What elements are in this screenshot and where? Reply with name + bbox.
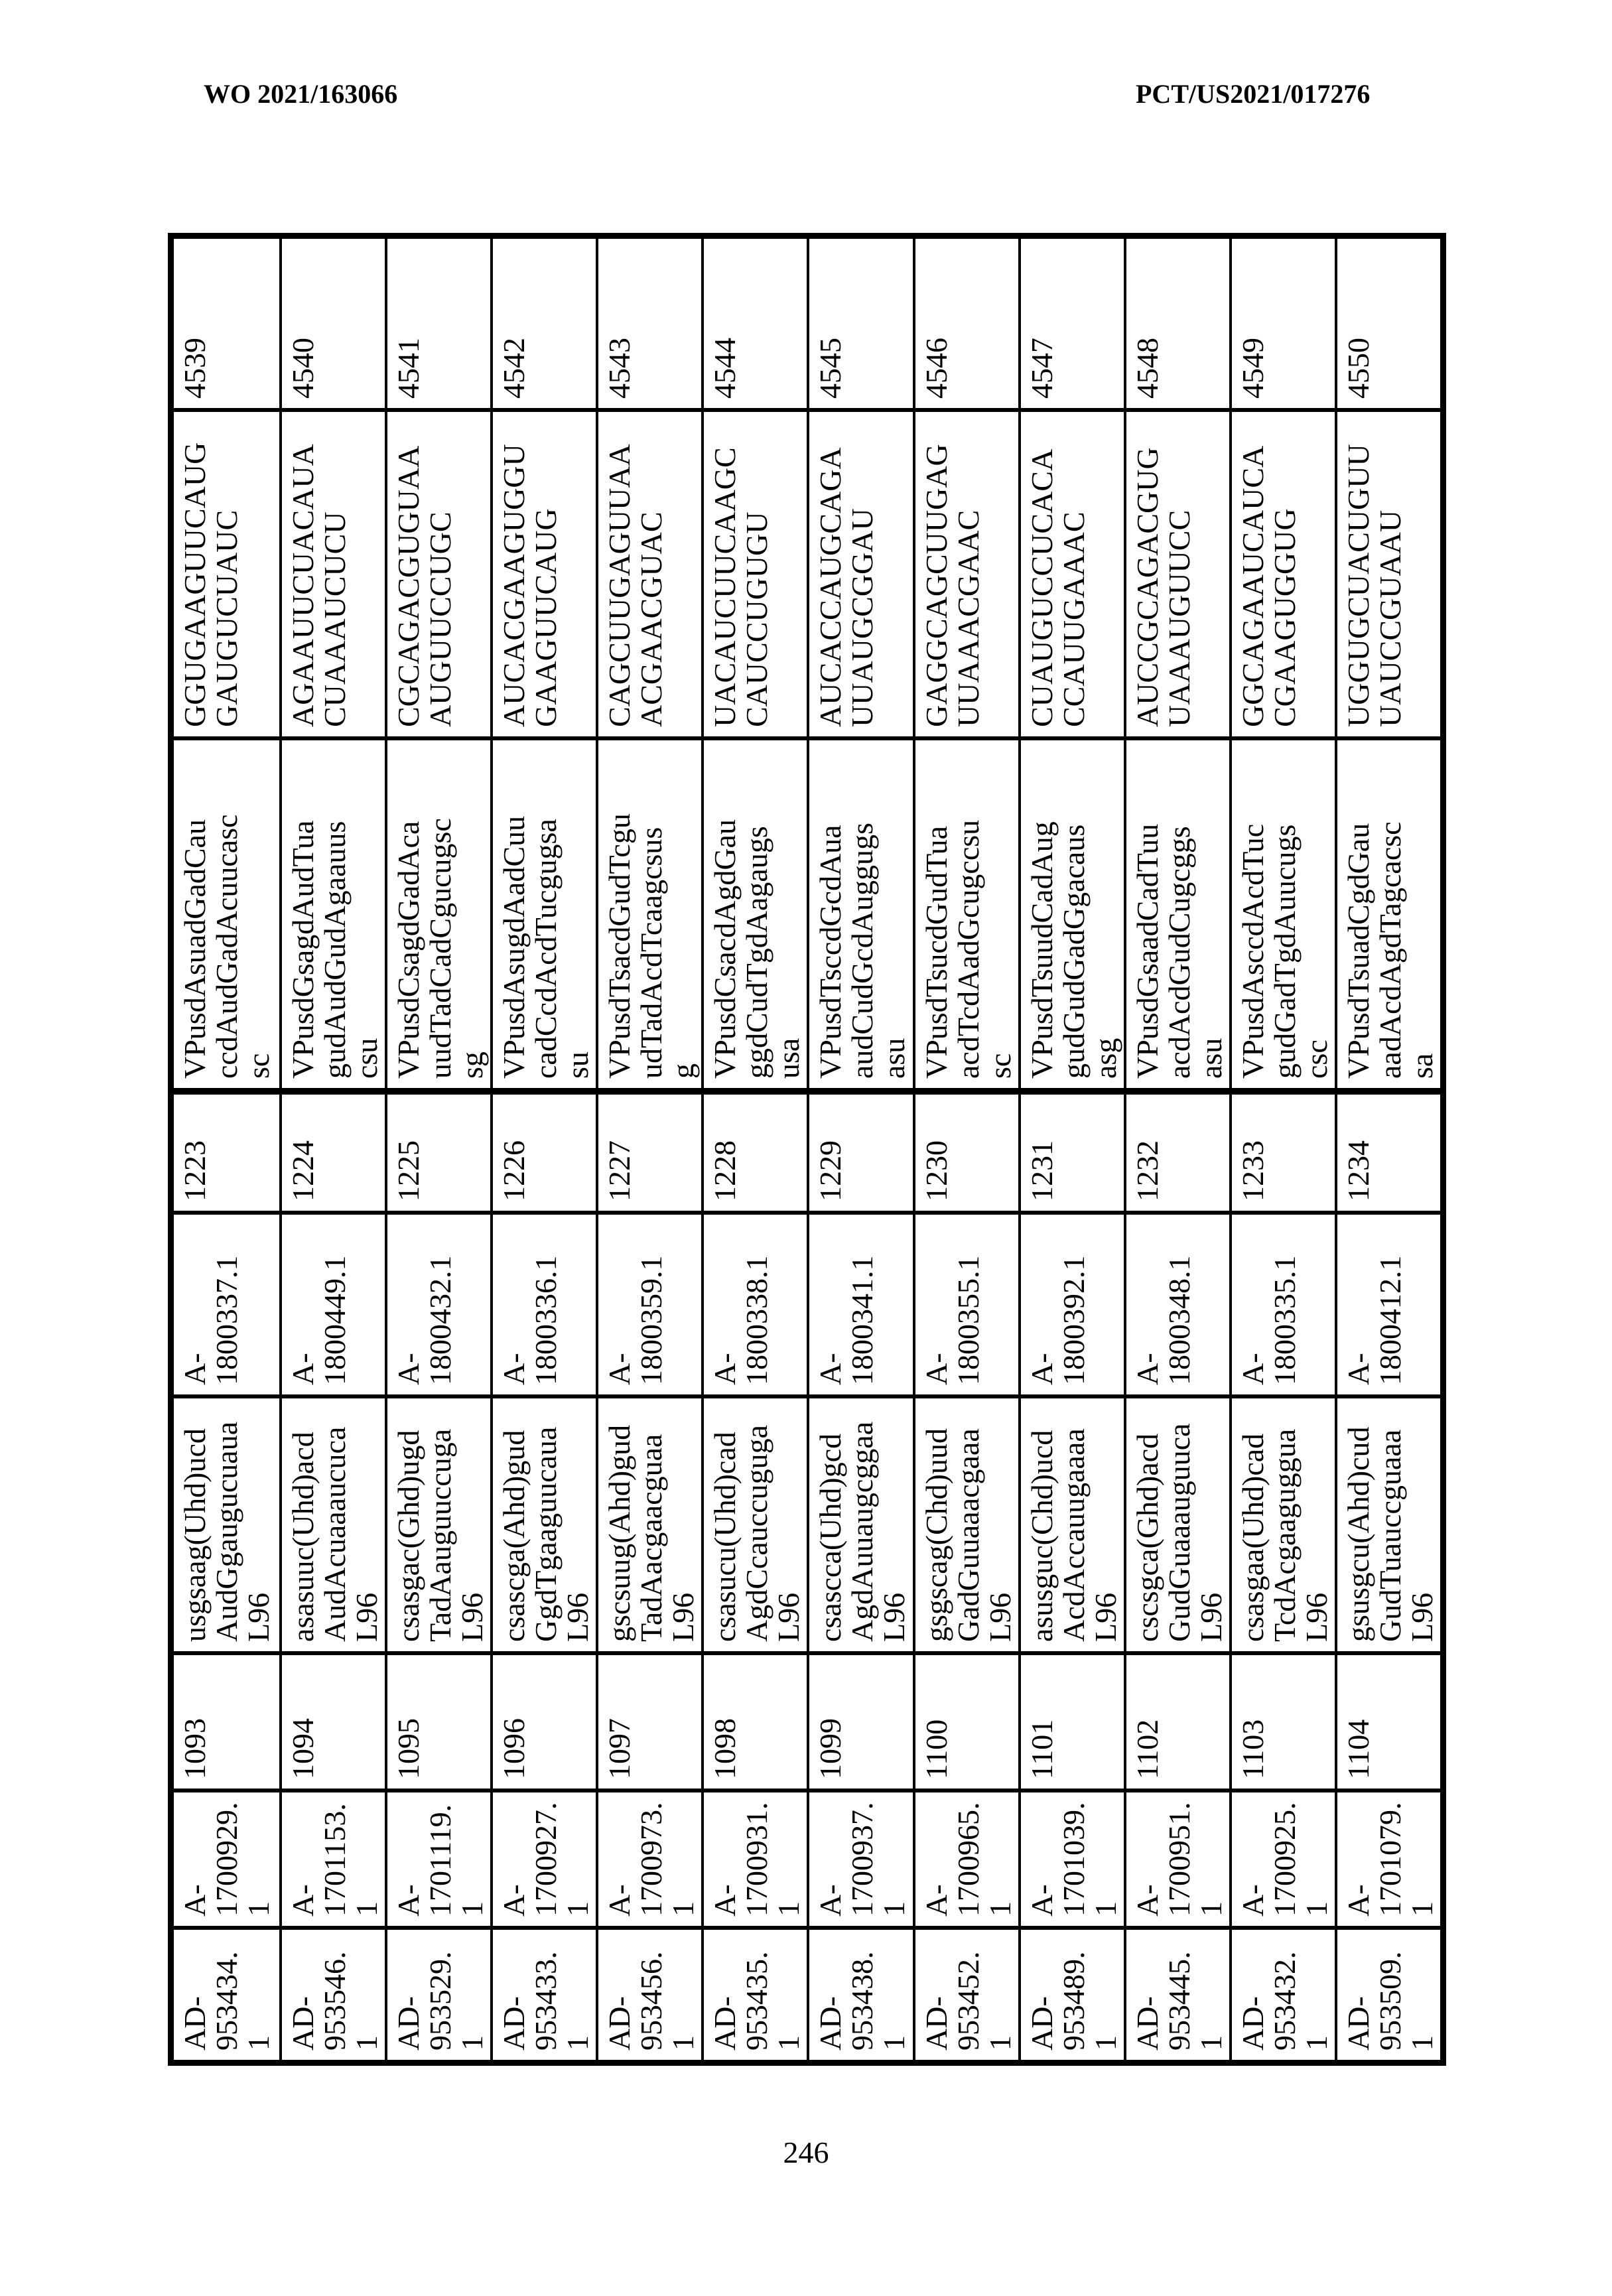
antisense_mod_seq-text: VPusdCsagdGadAcauudTadCadCgucugscsg [391,818,490,1079]
cell-antisense_oligo_id [1229,1088,1335,1211]
sequence-table [168,233,1446,2066]
cell-antisense_oligo_id [279,1088,385,1211]
cell-seq_id [1018,239,1124,408]
cell-sense_oligo_name [596,1789,701,1926]
sense_oligo_id-text: 1097 [602,1718,637,1779]
cell-duplex_name [279,1926,385,2060]
cell-sense_oligo_name [385,1789,490,1926]
antisense_oligo_id-text: 1229 [813,1140,848,1201]
seq_id-text: 4542 [497,338,531,399]
cell-sense_oligo_id [1018,1651,1124,1789]
cell-antisense_seq [174,408,279,736]
antisense_mod_seq-text: VPusdGsaadCadTuuacdAcdGudCugcggsasu [1130,823,1228,1079]
sense_oligo_id-text: 1094 [286,1718,320,1779]
cell-antisense_oligo_id [385,1088,490,1211]
antisense_seq-text: GGCAGAAUCAUCACGAAGUGGUG [1235,445,1302,727]
cell-antisense_seq [385,408,490,736]
cell-sense_mod_seq [1229,1394,1335,1651]
antisense_mod_seq-text: VPusdAsugdAadCuucadCcdAcdTucgugsasu [497,815,595,1079]
cell-sense_mod_seq [385,1394,490,1651]
duplex_name-text: AD-953434.1 [178,1951,275,2051]
duplex_name-text: AD-953452.1 [919,1951,1017,2051]
cell-sense_oligo_name [807,1789,912,1926]
cell-sense_oligo_name [1229,1789,1335,1926]
antisense_oligo_id-text: 1223 [178,1140,212,1201]
cell-antisense_mod_seq [913,736,1018,1088]
cell-antisense_oligo_name [279,1211,385,1394]
duplex_name-text: AD-953509.1 [1341,1951,1439,2051]
antisense_oligo_name-text: A-1800449.1 [286,1255,352,1385]
seq_id-text: 4541 [391,338,426,399]
duplex_name-text: AD-953433.1 [497,1951,595,2051]
duplex_name-text: AD-953435.1 [708,1951,806,2051]
sense_oligo_id-text: 1101 [1024,1719,1059,1779]
cell-sense_oligo_id [490,1651,596,1789]
page-number: 246 [783,2135,829,2169]
cell-antisense_seq [1124,408,1229,736]
cell-sense_oligo_id [807,1651,912,1789]
sense_oligo_name-text: A-1700929.1 [178,1802,275,1917]
cell-duplex_name [1124,1926,1229,2060]
cell-duplex_name [490,1926,596,2060]
sense_oligo_name-text: A-1700951.1 [1130,1802,1228,1917]
cell-sense_oligo_name [1124,1789,1229,1926]
cell-sense_oligo_id [913,1651,1018,1789]
sense_mod_seq-text: cscsgca(Ghd)acdGudGuaaauguucaL96 [1130,1423,1228,1642]
sense_mod_seq-text: gsusgcu(Ahd)cudGudTuauccguaaaL96 [1341,1426,1439,1642]
cell-seq_id [1229,239,1335,408]
antisense_oligo_name-text: A-1800392.1 [1024,1255,1091,1385]
sense_oligo_name-text: A-1700965.1 [919,1802,1017,1917]
cell-sense_mod_seq [490,1394,596,1651]
sense_mod_seq-text: csasgaa(Uhd)cadTcdAcgaagugguaL96 [1235,1428,1333,1642]
seq_id-text: 4543 [602,338,637,399]
antisense_oligo_name-text: A-1800432.1 [391,1255,458,1385]
sense_oligo_id-text: 1095 [391,1718,426,1779]
cell-antisense_mod_seq [701,736,807,1088]
cell-sense_mod_seq [807,1394,912,1651]
cell-duplex_name [385,1926,490,2060]
antisense_seq-text: CGCAGACGUGUAAAUGUUCCUGC [391,445,458,727]
cell-sense_oligo_id [279,1651,385,1789]
cell-sense_mod_seq [596,1394,701,1651]
antisense_oligo_name-text: A-1800412.1 [1341,1255,1407,1385]
antisense_seq-text: GGUGAAGUUCAUGGAUGUCUAUC [178,442,243,727]
cell-antisense_oligo_id [1335,1088,1440,1211]
cell-antisense_oligo_id [596,1088,701,1211]
antisense_oligo_id-text: 1231 [1024,1140,1059,1201]
cell-seq_id [490,239,596,408]
antisense_mod_seq-text: VPusdTsucdGudTuaacdTcdAadGcugccsusc [919,819,1017,1079]
cell-sense_mod_seq [701,1394,807,1651]
antisense_seq-text: GAGGCAGCUUGAGUUAAACGAAC [919,444,985,727]
cell-duplex_name [596,1926,701,2060]
sense_oligo_name-text: A-1701153.1 [286,1803,384,1917]
antisense_oligo_id-text: 1227 [602,1140,637,1201]
cell-duplex_name [1335,1926,1440,2060]
cell-antisense_oligo_name [807,1211,912,1394]
cell-antisense_seq [1018,408,1124,736]
antisense_oligo_id-text: 1224 [286,1140,320,1201]
antisense_seq-text: UGGUGCUACUGUUUAUCCGUAAU [1341,444,1407,727]
sense_mod_seq-text: csasucu(Uhd)cadAgdCcauccugugaL96 [708,1425,806,1642]
cell-sense_oligo_id [1229,1651,1335,1789]
cell-antisense_mod_seq [1335,736,1440,1088]
cell-antisense_oligo_id [701,1088,807,1211]
cell-antisense_seq [490,408,596,736]
antisense_mod_seq-text: VPusdAsuadGadCauccdAudGadAcuucascsc [178,814,275,1079]
cell-antisense_mod_seq [174,736,279,1088]
cell-antisense_mod_seq [1018,736,1124,1088]
cell-antisense_oligo_id [1124,1088,1229,1211]
cell-antisense_seq [596,408,701,736]
cell-sense_mod_seq [1335,1394,1440,1651]
cell-antisense_oligo_name [913,1211,1018,1394]
cell-antisense_oligo_id [1018,1088,1124,1211]
antisense_seq-text: CAGCUUGAGUUAAACGAACGUAC [602,444,669,727]
cell-seq_id [701,239,807,408]
seq_id-text: 4544 [708,338,742,399]
cell-antisense_mod_seq [596,736,701,1088]
duplex_name-text: AD-953456.1 [602,1951,701,2051]
cell-seq_id [1124,239,1229,408]
seq_id-text: 4548 [1130,338,1164,399]
sense_oligo_name-text: A-1700925.1 [1235,1802,1333,1917]
cell-sense_oligo_name [913,1789,1018,1926]
antisense_oligo_name-text: A-1800341.1 [813,1255,880,1385]
cell-antisense_seq [913,408,1018,736]
antisense_oligo_id-text: 1230 [919,1140,953,1201]
cell-sense_oligo_name [701,1789,807,1926]
antisense_oligo_name-text: A-1800338.1 [708,1255,774,1385]
duplex_name-text: AD-953445.1 [1130,1951,1228,2051]
antisense_oligo_name-text: A-1800359.1 [602,1255,669,1385]
cell-seq_id [807,239,912,408]
antisense_seq-text: UACAUCUUCAAGCCAUCCUGUGU [708,447,774,727]
cell-duplex_name [913,1926,1018,2060]
antisense_seq-text: AUCACCAUGCAGAUUAUGCGGAU [813,447,880,727]
antisense_oligo_id-text: 1232 [1130,1140,1164,1201]
sense_mod_seq-text: gsgscag(Chd)uudGadGuuaaacgaaaL96 [919,1428,1017,1642]
cell-antisense_seq [701,408,807,736]
antisense_oligo_name-text: A-1800348.1 [1130,1255,1196,1385]
cell-duplex_name [174,1926,279,2060]
cell-antisense_oligo_name [596,1211,701,1394]
duplex_name-text: AD-953546.1 [286,1951,384,2051]
cell-antisense_mod_seq [385,736,490,1088]
cell-sense_oligo_name [490,1789,596,1926]
cell-antisense_oligo_name [385,1211,490,1394]
sense_oligo_name-text: A-1701079.1 [1341,1802,1439,1917]
cell-antisense_oligo_name [1335,1211,1440,1394]
seq_id-text: 4545 [813,338,848,399]
application-number: PCT/US2021/017276 [1136,79,1371,109]
cell-antisense_seq [279,408,385,736]
cell-seq_id [913,239,1018,408]
cell-duplex_name [1229,1926,1335,2060]
sense_mod_seq-text: asasuuc(Uhd)acdAudAcuaaaucucaL96 [286,1426,384,1642]
cell-sense_mod_seq [1124,1394,1229,1651]
antisense_seq-text: AUCCGCAGACGUGUAAAUGUUCC [1130,447,1196,727]
antisense_oligo_id-text: 1225 [391,1140,426,1201]
cell-sense_oligo_name [174,1789,279,1926]
sense_oligo_name-text: A-1701119.1 [391,1804,490,1917]
cell-antisense_oligo_name [1229,1211,1335,1394]
antisense_mod_seq-text: VPusdCsacdAgdGauggdCudTgdAagaugsusa [708,819,806,1079]
antisense_oligo_id-text: 1233 [1235,1140,1270,1201]
cell-antisense_mod_seq [807,736,912,1088]
cell-sense_mod_seq [174,1394,279,1651]
cell-antisense_mod_seq [1124,736,1229,1088]
cell-antisense_oligo_name [701,1211,807,1394]
cell-sense_mod_seq [913,1394,1018,1651]
sense_oligo_name-text: A-1700973.1 [602,1802,701,1917]
cell-sense_mod_seq [279,1394,385,1651]
cell-sense_oligo_id [596,1651,701,1789]
antisense_oligo_id-text: 1226 [497,1140,531,1201]
antisense_mod_seq-text: VPusdTsuadCgdGauaadAcdAgdTagcacscsa [1341,821,1439,1079]
cell-antisense_mod_seq [490,736,596,1088]
sense_oligo_name-text: A-1701039.1 [1024,1802,1122,1917]
cell-sense_oligo_id [1335,1651,1440,1789]
cell-antisense_oligo_name [1018,1211,1124,1394]
duplex_name-text: AD-953438.1 [813,1951,911,2051]
sense_oligo_id-text: 1102 [1130,1719,1164,1779]
cell-antisense_oligo_id [913,1088,1018,1211]
sense_oligo_id-text: 1096 [497,1718,531,1779]
antisense_mod_seq-text: VPusdTsccdGcdAuaaudCudGcdAuggugsasu [813,823,911,1079]
cell-antisense_seq [1335,408,1440,736]
cell-sense_oligo_name [279,1789,385,1926]
sense_oligo_id-text: 1093 [178,1718,212,1779]
duplex_name-text: AD-953529.1 [391,1951,490,2051]
antisense_seq-text: CUAUGUCCUCACACCAUUGAAAC [1024,448,1091,727]
sense_oligo_name-text: A-1700931.1 [708,1802,806,1917]
publication-number: WO 2021/163066 [204,79,398,109]
antisense_seq-text: AUCACGAAGUGGUGAAGUUCAUG [497,444,563,727]
cell-antisense_seq [807,408,912,736]
cell-antisense_oligo_name [490,1211,596,1394]
sense_mod_seq-text: csasgac(Ghd)ugdTadAauguuccugaL96 [391,1428,490,1642]
cell-sense_mod_seq [1018,1394,1124,1651]
sense_oligo_name-text: A-1700937.1 [813,1802,911,1917]
cell-antisense_oligo_id [490,1088,596,1211]
cell-seq_id [174,239,279,408]
cell-sense_oligo_name [1335,1789,1440,1926]
sense_oligo_name-text: A-1700927.1 [497,1802,595,1917]
cell-seq_id [385,239,490,408]
cell-antisense_oligo_name [1124,1211,1229,1394]
cell-antisense_mod_seq [1229,736,1335,1088]
cell-sense_oligo_id [1124,1651,1229,1789]
antisense_oligo_name-text: A-1800336.1 [497,1255,563,1385]
sense_mod_seq-text: gscsuug(Ahd)gudTadAacgaacguaaL96 [602,1424,701,1642]
cell-seq_id [1335,239,1440,408]
cell-sense_oligo_name [1018,1789,1124,1926]
cell-antisense_oligo_name [174,1211,279,1394]
antisense_mod_seq-text: VPusdTsuudCadAuggudGudGadGgacausasg [1024,821,1122,1079]
sense_mod_seq-text: usgsaag(Uhd)ucdAudGgaugucuauaL96 [178,1421,275,1642]
antisense_mod_seq-text: VPusdAsccdAcdTucgudGadTgdAuucugscsc [1235,823,1333,1079]
cell-duplex_name [1018,1926,1124,2060]
seq_id-text: 4549 [1235,338,1270,399]
sense_oligo_id-text: 1103 [1235,1719,1270,1779]
cell-sense_oligo_id [174,1651,279,1789]
antisense_mod_seq-text: VPusdTsacdGudTcguudTadAcdTcaagcsusg [602,813,701,1079]
cell-antisense_mod_seq [279,736,385,1088]
duplex_name-text: AD-953432.1 [1235,1951,1333,2051]
duplex_name-text: AD-953489.1 [1024,1951,1122,2051]
sense_mod_seq-text: asusguc(Chd)ucdAcdAccauugaaaaL96 [1024,1428,1122,1642]
cell-duplex_name [701,1926,807,2060]
sense_mod_seq-text: csascga(Ahd)gudGgdTgaaguucauaL96 [497,1426,595,1642]
seq_id-text: 4546 [919,338,953,399]
cell-duplex_name [807,1926,912,2060]
sense_mod_seq-text: csascca(Uhd)gcdAgdAuuaugcggaaL96 [813,1421,911,1642]
antisense_mod_seq-text: VPusdGsagdAudTuagudAudGudAgaauuscsu [286,820,384,1079]
cell-sense_oligo_id [701,1651,807,1789]
cell-antisense_oligo_id [807,1088,912,1211]
sense_oligo_id-text: 1100 [919,1719,953,1779]
antisense_oligo_name-text: A-1800335.1 [1235,1255,1302,1385]
seq_id-text: 4539 [178,338,212,399]
cell-seq_id [596,239,701,408]
seq_id-text: 4540 [286,338,320,399]
antisense_oligo_name-text: A-1800355.1 [919,1255,985,1385]
seq_id-text: 4547 [1024,338,1059,399]
cell-seq_id [279,239,385,408]
antisense_oligo_id-text: 1228 [708,1140,742,1201]
sense_oligo_id-text: 1104 [1341,1719,1375,1779]
sense_oligo_id-text: 1098 [708,1718,742,1779]
antisense_oligo_name-text: A-1800337.1 [178,1255,243,1385]
sense_oligo_id-text: 1099 [813,1718,848,1779]
antisense_oligo_id-text: 1234 [1341,1140,1375,1201]
cell-sense_oligo_id [385,1651,490,1789]
antisense_seq-text: AGAAUUCUACAUACUAAAUCUCU [286,444,352,727]
cell-antisense_oligo_id [174,1088,279,1211]
seq_id-text: 4550 [1341,338,1375,399]
cell-antisense_seq [1229,408,1335,736]
